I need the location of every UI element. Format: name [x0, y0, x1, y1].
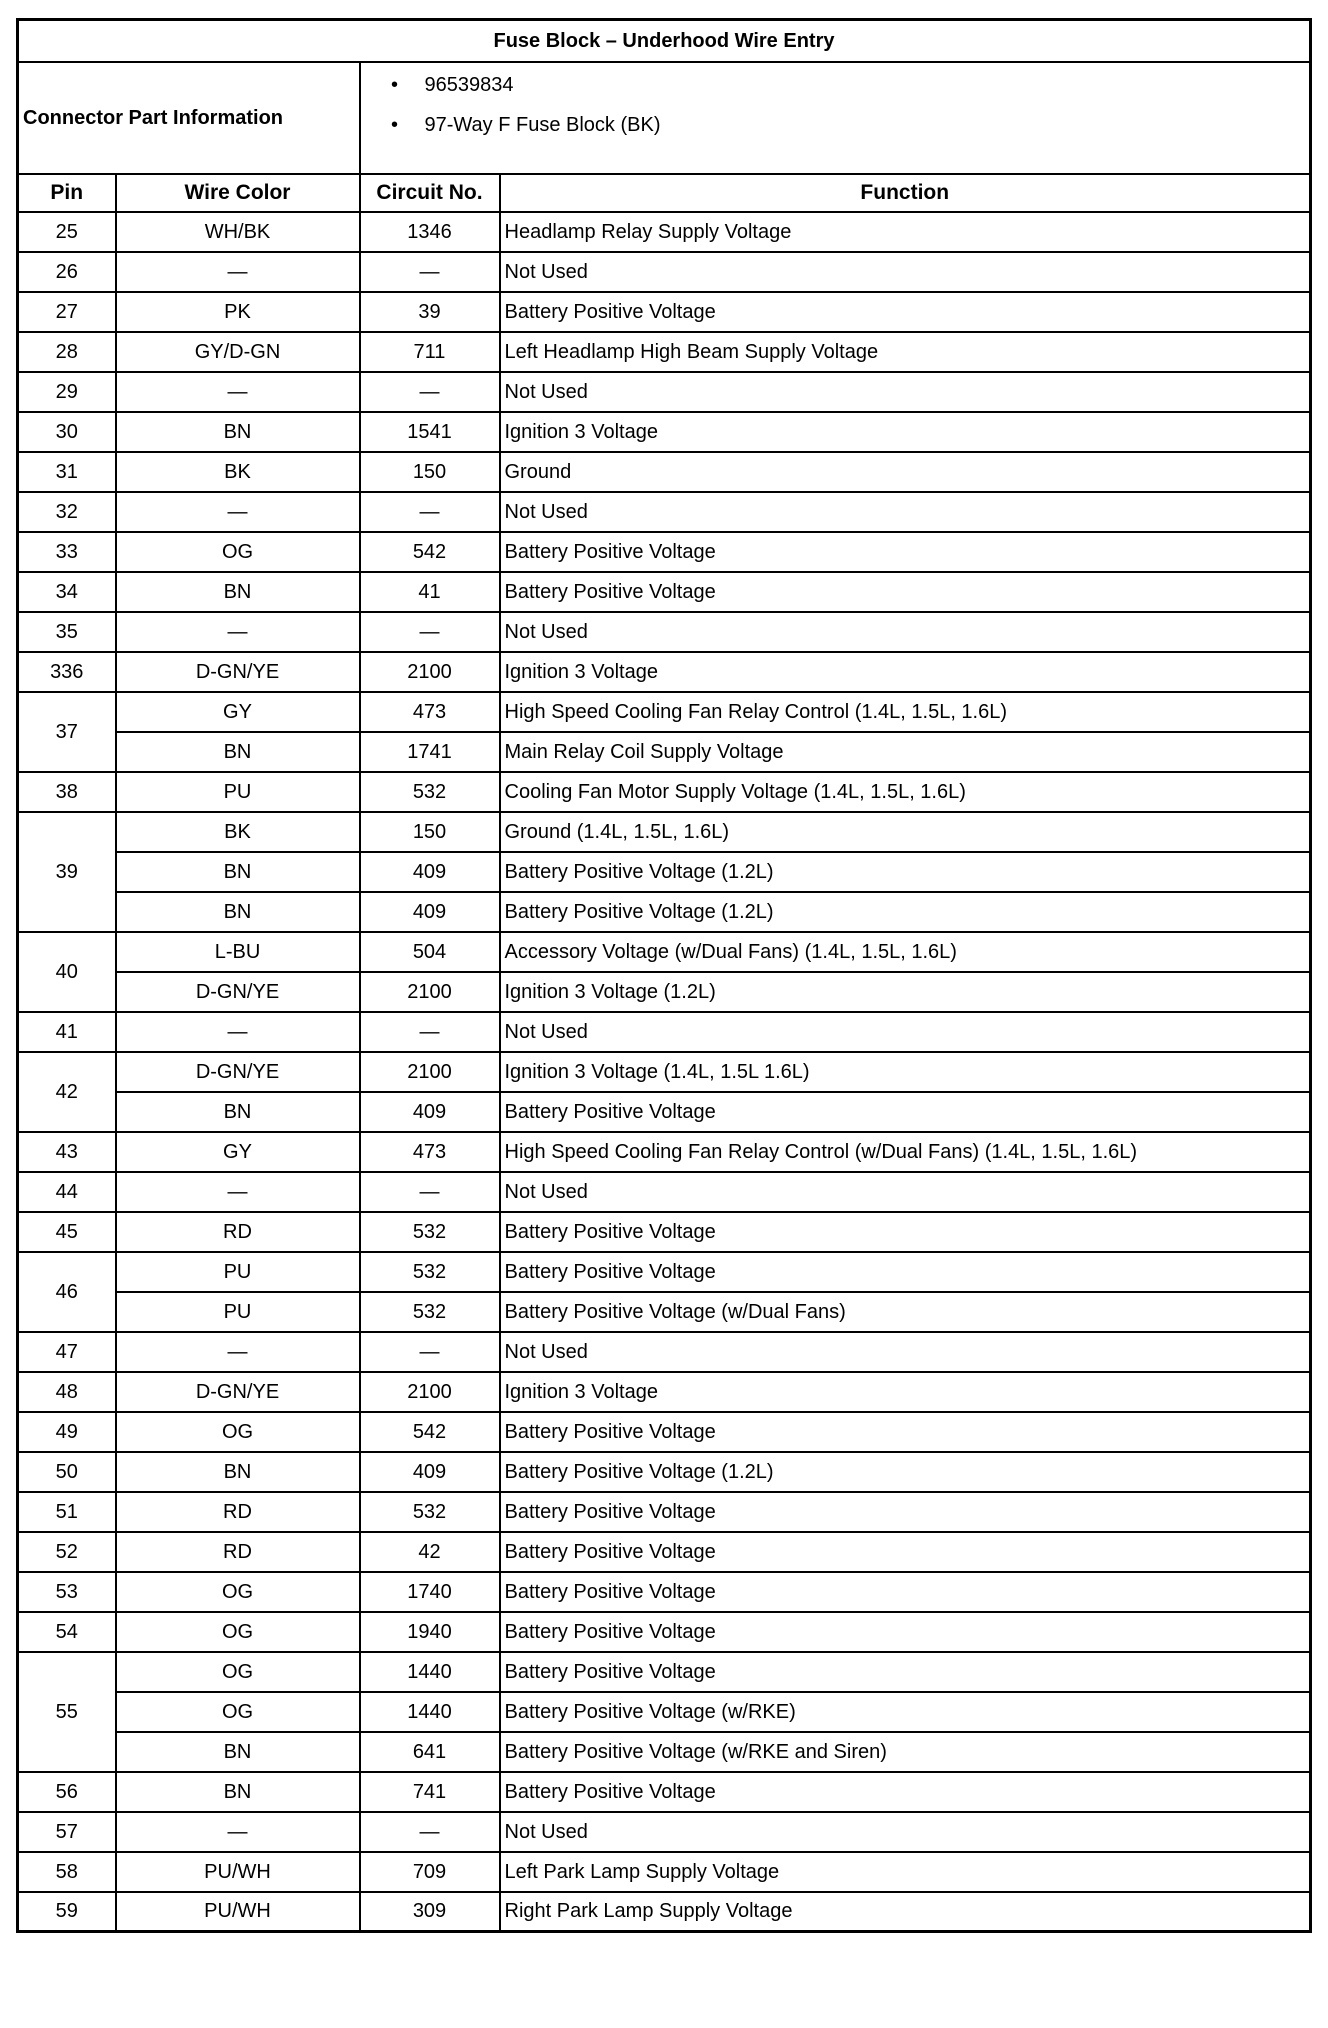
function-cell: Battery Positive Voltage: [500, 1532, 1311, 1572]
wire-color-cell: BN: [116, 1092, 360, 1132]
bullet-icon: •: [390, 113, 398, 136]
function-cell: Battery Positive Voltage (1.2L): [500, 892, 1311, 932]
table-row: [18, 612, 1311, 652]
wire-color-cell: BK: [116, 452, 360, 492]
pin-cell: 56: [18, 1772, 116, 1812]
circuit-cell: 39: [360, 292, 500, 332]
table-row: [18, 932, 1311, 972]
function-cell: Ground (1.4L, 1.5L, 1.6L): [500, 812, 1311, 852]
circuit-cell: 409: [360, 1092, 500, 1132]
table-row: [18, 1332, 1311, 1372]
circuit-cell: 2100: [360, 1372, 500, 1412]
circuit-cell: —: [360, 252, 500, 292]
table-row: [18, 1452, 1311, 1492]
table-row: [18, 1052, 1311, 1092]
pin-cell: 44: [18, 1172, 116, 1212]
wire-color-cell: GY/D-GN: [116, 332, 360, 372]
pin-cell: 26: [18, 252, 116, 292]
function-cell: Not Used: [500, 1012, 1311, 1052]
function-cell: Battery Positive Voltage (1.2L): [500, 852, 1311, 892]
pin-cell: 53: [18, 1572, 116, 1612]
function-cell: Ignition 3 Voltage: [500, 652, 1311, 692]
wire-color-cell: PU: [116, 772, 360, 812]
function-cell: Battery Positive Voltage: [500, 1212, 1311, 1252]
function-cell: Right Park Lamp Supply Voltage: [500, 1892, 1311, 1932]
wire-color-cell: GY: [116, 1132, 360, 1172]
wire-color-cell: OG: [116, 1692, 360, 1732]
pin-cell: 32: [18, 492, 116, 532]
pin-cell: 39: [18, 812, 116, 932]
pin-cell: 41: [18, 1012, 116, 1052]
function-cell: Headlamp Relay Supply Voltage: [500, 212, 1311, 252]
table-row: [18, 1892, 1311, 1932]
wire-color-cell: —: [116, 1012, 360, 1052]
function-cell: Battery Positive Voltage: [500, 572, 1311, 612]
circuit-cell: 532: [360, 1492, 500, 1532]
wire-color-cell: RD: [116, 1492, 360, 1532]
wire-color-cell: PU: [116, 1292, 360, 1332]
wire-color-cell: WH/BK: [116, 212, 360, 252]
pin-cell: 35: [18, 612, 116, 652]
circuit-cell: 309: [360, 1892, 500, 1932]
circuit-cell: 542: [360, 532, 500, 572]
table-row: [18, 652, 1311, 692]
pin-cell: 40: [18, 932, 116, 1012]
circuit-cell: 409: [360, 1452, 500, 1492]
circuit-cell: 150: [360, 812, 500, 852]
pin-cell: 55: [18, 1652, 116, 1772]
function-cell: Battery Positive Voltage (w/RKE): [500, 1692, 1311, 1732]
pin-cell: 59: [18, 1892, 116, 1932]
circuit-cell: 409: [360, 852, 500, 892]
function-cell: Left Headlamp High Beam Supply Voltage: [500, 332, 1311, 372]
function-cell: Battery Positive Voltage: [500, 1572, 1311, 1612]
circuit-cell: 1440: [360, 1692, 500, 1732]
pin-cell: 45: [18, 1212, 116, 1252]
table-row: [18, 852, 1311, 892]
pin-cell: 27: [18, 292, 116, 332]
pin-cell: 42: [18, 1052, 116, 1132]
table-row: [18, 1852, 1311, 1892]
bullet-text: 96539834: [424, 73, 514, 96]
fuse-block-table: [16, 18, 1312, 1933]
circuit-cell: 42: [360, 1532, 500, 1572]
function-cell: Not Used: [500, 252, 1311, 292]
table-row: [18, 1292, 1311, 1332]
circuit-cell: 504: [360, 932, 500, 972]
circuit-cell: 2100: [360, 1052, 500, 1092]
circuit-cell: —: [360, 492, 500, 532]
header-circuit-no: Circuit No.: [360, 174, 500, 212]
table-row: [18, 412, 1311, 452]
fuse-table-body: [18, 212, 1311, 1932]
circuit-cell: 473: [360, 692, 500, 732]
function-cell: Not Used: [500, 1172, 1311, 1212]
wire-color-cell: BN: [116, 852, 360, 892]
table-row: [18, 1652, 1311, 1692]
table-row: [18, 1372, 1311, 1412]
table-row: [18, 1492, 1311, 1532]
circuit-cell: 1940: [360, 1612, 500, 1652]
pin-cell: 47: [18, 1332, 116, 1372]
table-row: [18, 892, 1311, 932]
pin-cell: 50: [18, 1452, 116, 1492]
table-row: [18, 1612, 1311, 1652]
circuit-cell: 532: [360, 1252, 500, 1292]
function-cell: Battery Positive Voltage: [500, 1492, 1311, 1532]
circuit-cell: 1741: [360, 732, 500, 772]
wire-color-cell: PU: [116, 1252, 360, 1292]
table-row: [18, 1012, 1311, 1052]
connector-part-info-label: Connector Part Information: [18, 62, 360, 174]
function-cell: Not Used: [500, 612, 1311, 652]
wire-color-cell: PU/WH: [116, 1892, 360, 1932]
pin-cell: 49: [18, 1412, 116, 1452]
circuit-cell: 532: [360, 772, 500, 812]
circuit-cell: 709: [360, 1852, 500, 1892]
table-row: [18, 1692, 1311, 1732]
table-row: [18, 1092, 1311, 1132]
pin-cell: 34: [18, 572, 116, 612]
function-cell: Not Used: [500, 1332, 1311, 1372]
table-row: [18, 972, 1311, 1012]
wire-color-cell: D-GN/YE: [116, 652, 360, 692]
wire-color-cell: —: [116, 372, 360, 412]
function-cell: Battery Positive Voltage: [500, 1252, 1311, 1292]
function-cell: Not Used: [500, 372, 1311, 412]
circuit-cell: 1541: [360, 412, 500, 452]
wire-color-cell: BN: [116, 1732, 360, 1772]
table-row: [18, 1772, 1311, 1812]
pin-cell: 31: [18, 452, 116, 492]
wire-color-cell: BN: [116, 572, 360, 612]
circuit-cell: 1440: [360, 1652, 500, 1692]
table-row: [18, 812, 1311, 852]
table-row: [18, 1172, 1311, 1212]
circuit-cell: 532: [360, 1212, 500, 1252]
pin-cell: 37: [18, 692, 116, 772]
circuit-cell: 741: [360, 1772, 500, 1812]
function-cell: Cooling Fan Motor Supply Voltage (1.4L, 1.5L, 1.6L): [500, 772, 1311, 812]
pin-cell: 58: [18, 1852, 116, 1892]
circuit-cell: 711: [360, 332, 500, 372]
function-cell: Accessory Voltage (w/Dual Fans) (1.4L, 1.5L, 1.6L): [500, 932, 1311, 972]
table-row: [18, 1572, 1311, 1612]
wire-color-cell: D-GN/YE: [116, 972, 360, 1012]
wire-color-cell: RD: [116, 1532, 360, 1572]
function-cell: Not Used: [500, 1812, 1311, 1852]
circuit-cell: 1740: [360, 1572, 500, 1612]
wire-color-cell: —: [116, 1812, 360, 1852]
function-cell: Battery Positive Voltage: [500, 1772, 1311, 1812]
pin-cell: 38: [18, 772, 116, 812]
table-row: [18, 732, 1311, 772]
wire-color-cell: —: [116, 1172, 360, 1212]
circuit-cell: 2100: [360, 652, 500, 692]
connector-part-info-values: [360, 62, 1311, 174]
wire-color-cell: GY: [116, 692, 360, 732]
wire-color-cell: OG: [116, 1572, 360, 1612]
pin-cell: 46: [18, 1252, 116, 1332]
header-pin: Pin: [18, 174, 116, 212]
pin-cell: 33: [18, 532, 116, 572]
table-row: [18, 332, 1311, 372]
header-function: Function: [500, 174, 1311, 212]
pin-cell: 29: [18, 372, 116, 412]
circuit-cell: —: [360, 372, 500, 412]
circuit-cell: —: [360, 612, 500, 652]
pin-cell: 30: [18, 412, 116, 452]
function-cell: Battery Positive Voltage (1.2L): [500, 1452, 1311, 1492]
circuit-cell: —: [360, 1812, 500, 1852]
connector-bullet-item: [365, 65, 1306, 105]
wire-color-cell: OG: [116, 532, 360, 572]
circuit-cell: 641: [360, 1732, 500, 1772]
circuit-cell: 542: [360, 1412, 500, 1452]
wire-color-cell: —: [116, 1332, 360, 1372]
wire-color-cell: —: [116, 492, 360, 532]
table-row: [18, 1732, 1311, 1772]
table-row: [18, 292, 1311, 332]
connector-bullet-item: [365, 105, 1306, 145]
circuit-cell: 2100: [360, 972, 500, 1012]
circuit-cell: —: [360, 1172, 500, 1212]
circuit-cell: —: [360, 1332, 500, 1372]
function-cell: High Speed Cooling Fan Relay Control (1.4L, 1.5L, 1.6L): [500, 692, 1311, 732]
circuit-cell: 532: [360, 1292, 500, 1332]
table-row: [18, 572, 1311, 612]
function-cell: Battery Positive Voltage: [500, 1612, 1311, 1652]
pin-cell: 57: [18, 1812, 116, 1852]
circuit-cell: 150: [360, 452, 500, 492]
circuit-cell: 473: [360, 1132, 500, 1172]
table-row: [18, 372, 1311, 412]
wire-color-cell: BN: [116, 412, 360, 452]
function-cell: Ignition 3 Voltage: [500, 1372, 1311, 1412]
function-cell: Battery Positive Voltage (w/Dual Fans): [500, 1292, 1311, 1332]
function-cell: Battery Positive Voltage: [500, 1412, 1311, 1452]
table-row: [18, 772, 1311, 812]
table-row: [18, 532, 1311, 572]
bullet-icon: •: [390, 73, 398, 96]
pin-cell: 28: [18, 332, 116, 372]
function-cell: Battery Positive Voltage (w/RKE and Siren): [500, 1732, 1311, 1772]
wire-color-cell: BK: [116, 812, 360, 852]
wire-color-cell: D-GN/YE: [116, 1052, 360, 1092]
table-row: [18, 492, 1311, 532]
wire-color-cell: BN: [116, 1772, 360, 1812]
function-cell: Battery Positive Voltage: [500, 532, 1311, 572]
wire-color-cell: BN: [116, 1452, 360, 1492]
function-cell: Battery Positive Voltage: [500, 1092, 1311, 1132]
connector-info-row: [18, 62, 1311, 174]
function-cell: Ignition 3 Voltage (1.4L, 1.5L 1.6L): [500, 1052, 1311, 1092]
function-cell: Ignition 3 Voltage: [500, 412, 1311, 452]
pin-cell: 48: [18, 1372, 116, 1412]
table-row: [18, 1252, 1311, 1292]
function-cell: Ignition 3 Voltage (1.2L): [500, 972, 1311, 1012]
table-row: [18, 1132, 1311, 1172]
wire-color-cell: PU/WH: [116, 1852, 360, 1892]
pin-cell: 52: [18, 1532, 116, 1572]
pin-cell: 43: [18, 1132, 116, 1172]
table-row: [18, 1412, 1311, 1452]
function-cell: Battery Positive Voltage: [500, 292, 1311, 332]
function-cell: Not Used: [500, 492, 1311, 532]
table-row: [18, 1212, 1311, 1252]
wire-color-cell: D-GN/YE: [116, 1372, 360, 1412]
table-row: [18, 452, 1311, 492]
bullet-text: 97-Way F Fuse Block (BK): [424, 113, 661, 136]
circuit-cell: 41: [360, 572, 500, 612]
wire-color-cell: —: [116, 252, 360, 292]
pin-cell: 51: [18, 1492, 116, 1532]
wire-color-cell: OG: [116, 1412, 360, 1452]
wire-color-cell: L-BU: [116, 932, 360, 972]
pin-cell: 25: [18, 212, 116, 252]
table-row: [18, 252, 1311, 292]
table-row: [18, 692, 1311, 732]
pin-cell: 54: [18, 1612, 116, 1652]
table-header-row: [18, 174, 1311, 212]
wire-color-cell: BN: [116, 892, 360, 932]
function-cell: Battery Positive Voltage: [500, 1652, 1311, 1692]
function-cell: High Speed Cooling Fan Relay Control (w/Dual Fans) (1.4L, 1.5L, 1.6L): [500, 1132, 1311, 1172]
title-row: [18, 20, 1311, 62]
connector-bullet-list: [365, 65, 1306, 145]
function-cell: Ground: [500, 452, 1311, 492]
circuit-cell: —: [360, 1012, 500, 1052]
table-row: [18, 1812, 1311, 1852]
wire-color-cell: OG: [116, 1652, 360, 1692]
wire-color-cell: OG: [116, 1612, 360, 1652]
wire-color-cell: PK: [116, 292, 360, 332]
function-cell: Left Park Lamp Supply Voltage: [500, 1852, 1311, 1892]
table-row: [18, 212, 1311, 252]
function-cell: Main Relay Coil Supply Voltage: [500, 732, 1311, 772]
page-title: Fuse Block – Underhood Wire Entry: [18, 20, 1311, 62]
circuit-cell: 1346: [360, 212, 500, 252]
wire-color-cell: RD: [116, 1212, 360, 1252]
table-row: [18, 1532, 1311, 1572]
header-wire-color: Wire Color: [116, 174, 360, 212]
wire-color-cell: BN: [116, 732, 360, 772]
circuit-cell: 409: [360, 892, 500, 932]
wire-color-cell: —: [116, 612, 360, 652]
pin-cell: 336: [18, 652, 116, 692]
